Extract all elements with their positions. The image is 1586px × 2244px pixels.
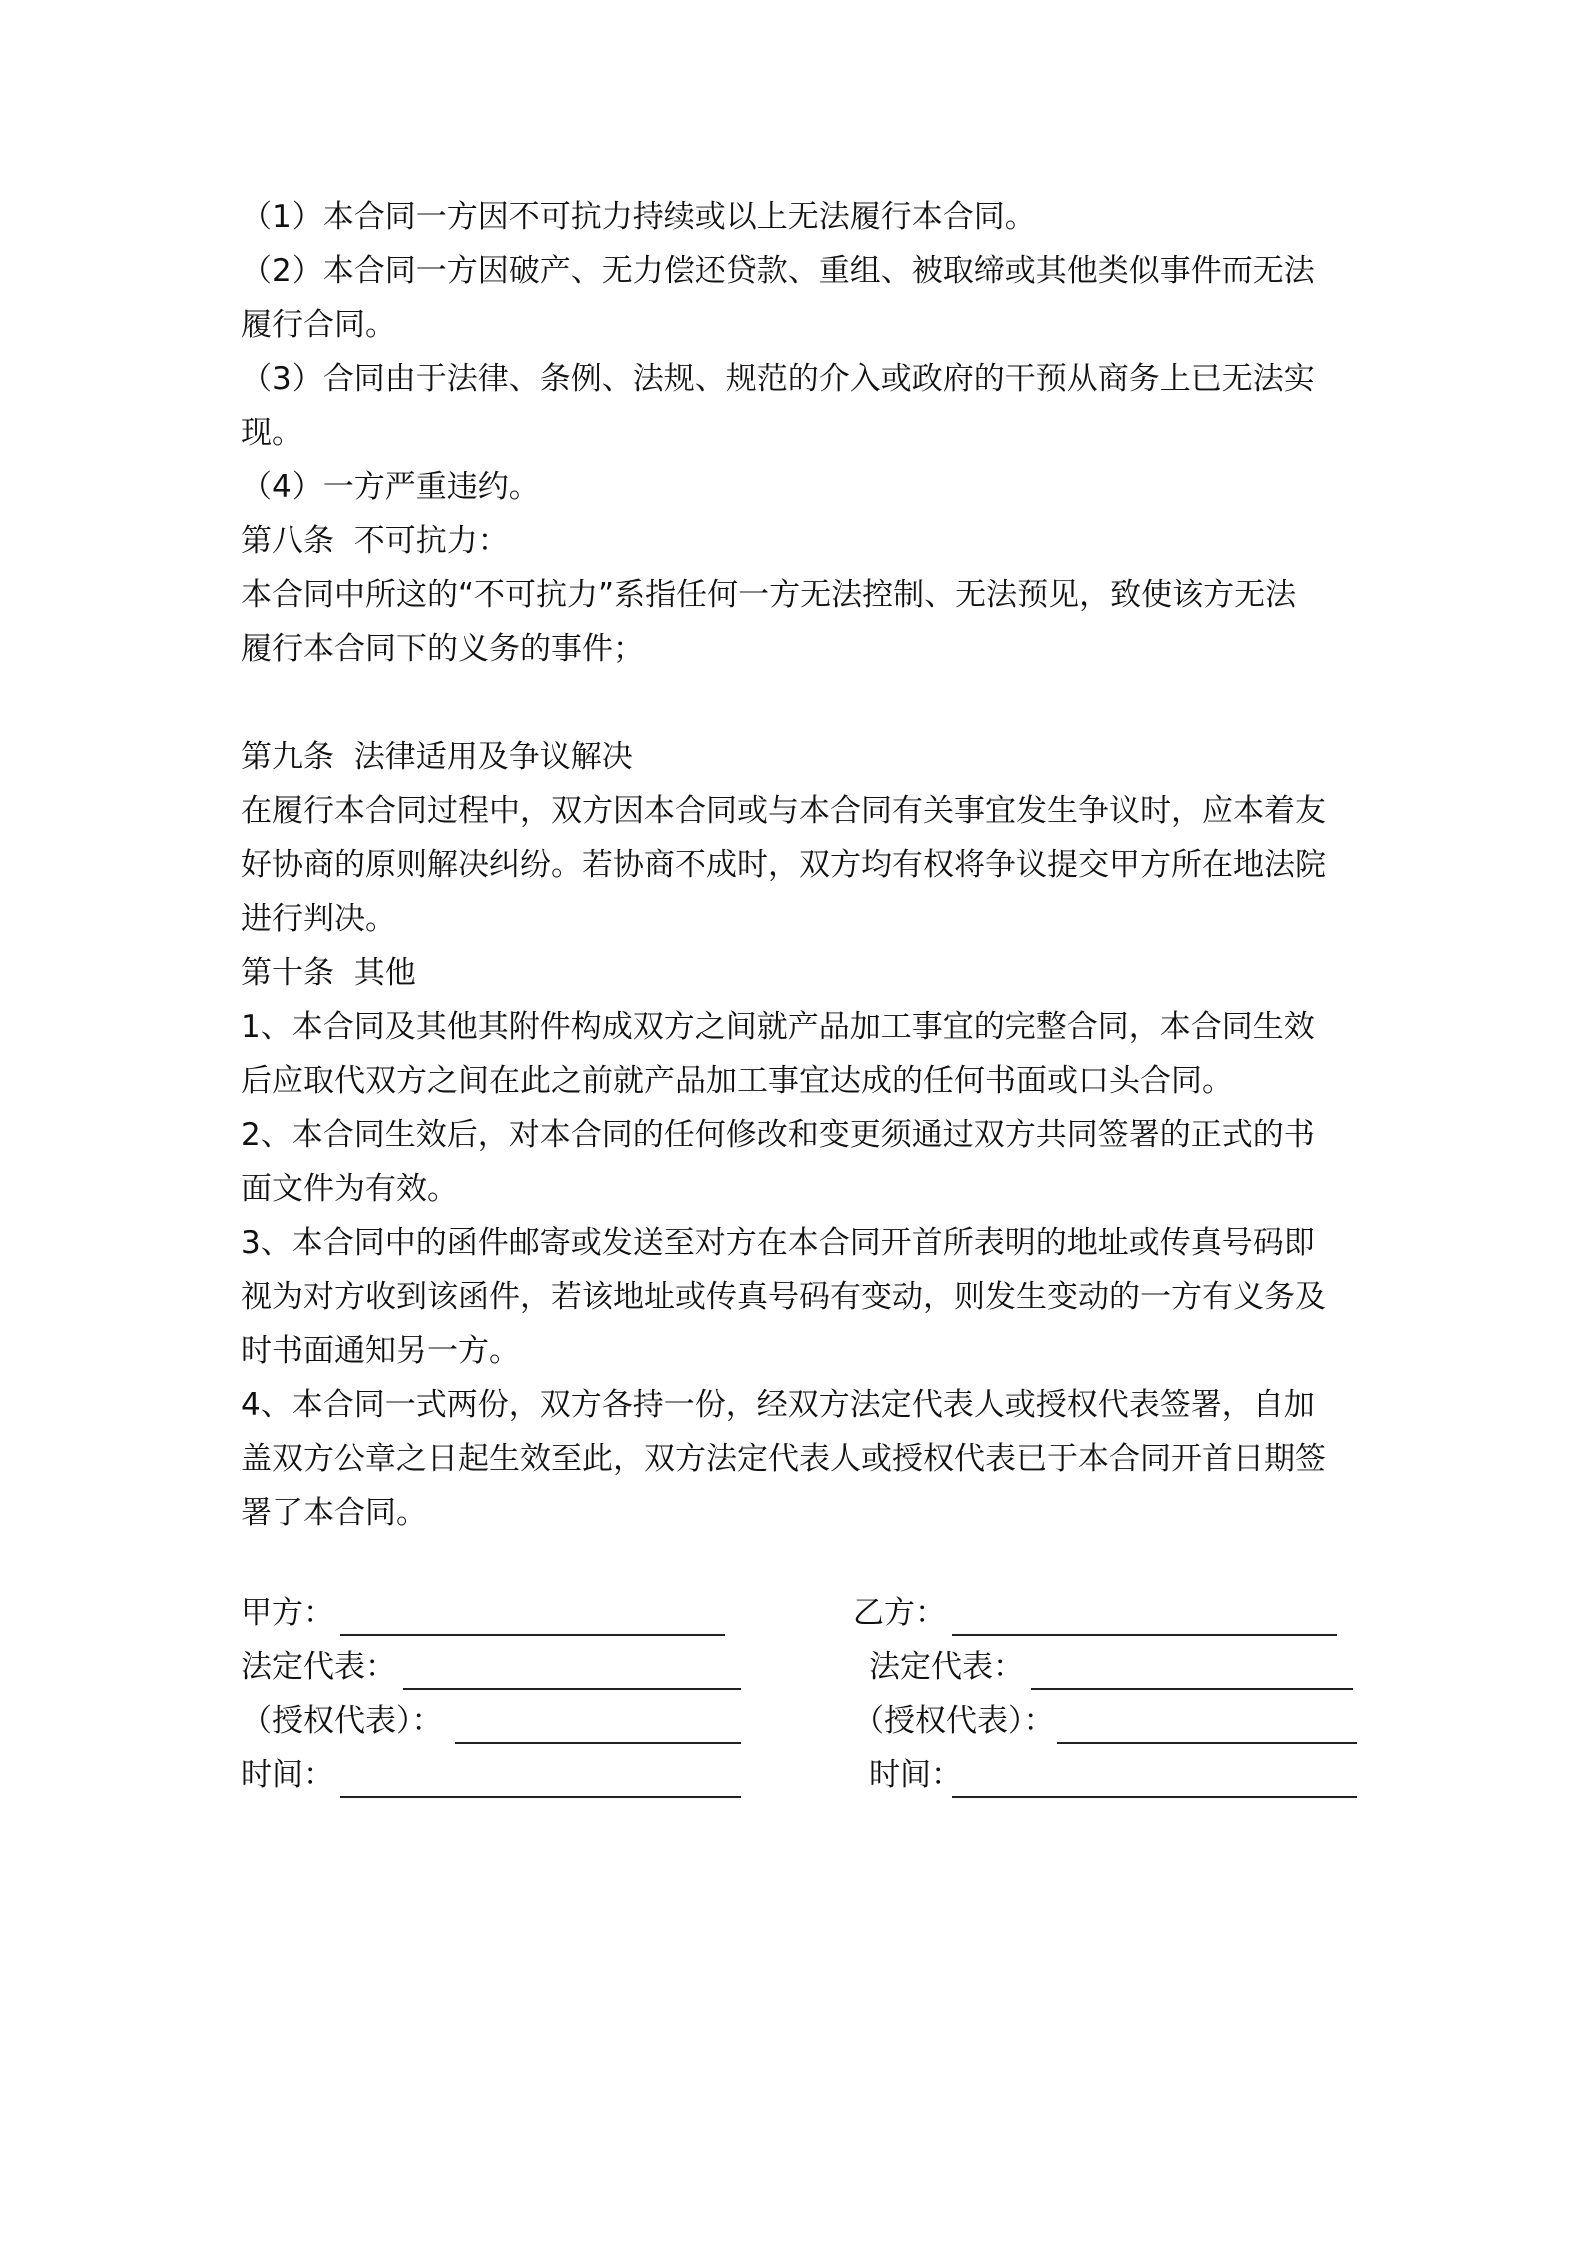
- clause-line: 在履行本合同过程中，双方因本合同或与本合同有关事宜发生争议时，应本着友: [241, 793, 1326, 829]
- party-b-date-line[interactable]: [952, 1796, 1357, 1798]
- party-a-date-row: [241, 1752, 741, 1798]
- clause-line: 盖双方公章之日起生效至此，双方法定代表人或授权代表已于本合同开首日期签: [241, 1441, 1326, 1477]
- clause-line: 4、本合同一式两份，双方各持一份，经双方法定代表人或授权代表签署，自加: [241, 1387, 1315, 1423]
- clause-line: 面文件为有效。: [241, 1171, 458, 1207]
- article-8-heading: 第八条 不可抗力：: [241, 523, 509, 559]
- clause-line: 视为对方收到该函件，若该地址或传真号码有变动，则发生变动的一方有义务及: [241, 1279, 1326, 1315]
- party-a-authorized-rep-row: [241, 1698, 741, 1744]
- party-b-signature-line[interactable]: [952, 1634, 1337, 1636]
- clause-line: （4）一方严重违约。: [241, 469, 540, 505]
- clause-line: （1）本合同一方因不可抗力持续或以上无法履行本合同。: [241, 199, 1036, 235]
- clause-line: 好协商的原则解决纠纷。若协商不成时，双方均有权将争议提交甲方所在地法院: [241, 847, 1326, 883]
- party-b-party-row: [853, 1590, 1363, 1636]
- clause-line: 1、本合同及其他其附件构成双方之间就产品加工事宜的完整合同，本合同生效: [241, 1009, 1315, 1045]
- party-a-legal-rep-label: 法定代表：: [241, 1649, 396, 1685]
- party-a-legal-rep-line[interactable]: [403, 1688, 741, 1690]
- clause-line: 3、本合同中的函件邮寄或发送至对方在本合同开首所表明的地址或传真号码即: [241, 1225, 1315, 1261]
- contract-body: [241, 190, 1361, 1540]
- party-a-date-line[interactable]: [340, 1796, 741, 1798]
- article-10-heading: 第十条 其他: [241, 955, 416, 991]
- party-b-label: 乙方：: [853, 1595, 946, 1631]
- clause-line: （3）合同由于法律、条例、法规、规范的介入或政府的干预从商务上已无法实: [241, 361, 1315, 397]
- clause-line: 进行判决。: [241, 901, 396, 937]
- party-b-legal-rep-label: 法定代表：: [869, 1649, 1024, 1685]
- clause-line: （2）本合同一方因破产、无力偿还贷款、重组、被取缔或其他类似事件而无法: [241, 253, 1315, 289]
- party-b-legal-rep-line[interactable]: [1031, 1688, 1353, 1690]
- party-a-date-label: 时间：: [241, 1757, 334, 1793]
- party-a-party-row: [241, 1590, 741, 1636]
- party-b-authorized-rep-row: [853, 1698, 1363, 1744]
- party-a-authorized-rep-line[interactable]: [455, 1742, 741, 1744]
- article-9-heading: 第九条 法律适用及争议解决: [241, 739, 633, 775]
- party-b-date-label: 时间：: [869, 1757, 962, 1793]
- party-b-legal-rep-row: [853, 1644, 1363, 1690]
- party-a-label: 甲方：: [241, 1595, 334, 1631]
- party-a-authorized-rep-label: （授权代表）：: [241, 1703, 443, 1739]
- clause-line: 时书面通知另一方。: [241, 1333, 520, 1369]
- party-a-signature-line[interactable]: [340, 1634, 725, 1636]
- blank-line: [241, 676, 1361, 730]
- clause-line: 署了本合同。: [241, 1495, 427, 1531]
- clause-line: 后应取代双方之间在此之前就产品加工事宜达成的任何书面或口头合同。: [241, 1063, 1233, 1099]
- clause-line: 履行合同。: [241, 307, 396, 343]
- clause-line: 履行本合同下的义务的事件；: [241, 631, 644, 667]
- party-b-date-row: [853, 1752, 1363, 1798]
- party-b-authorized-rep-label: （授权代表）：: [853, 1703, 1055, 1739]
- party-b-authorized-rep-line[interactable]: [1057, 1742, 1357, 1744]
- clause-line: 2、本合同生效后，对本合同的任何修改和变更须通过双方共同签署的正式的书: [241, 1117, 1315, 1153]
- party-a-legal-rep-row: [241, 1644, 741, 1690]
- clause-line: 本合同中所这的“不可抗力”系指任何一方无法控制、无法预见，致使该方无法: [241, 577, 1297, 613]
- clause-line: 现。: [241, 415, 303, 451]
